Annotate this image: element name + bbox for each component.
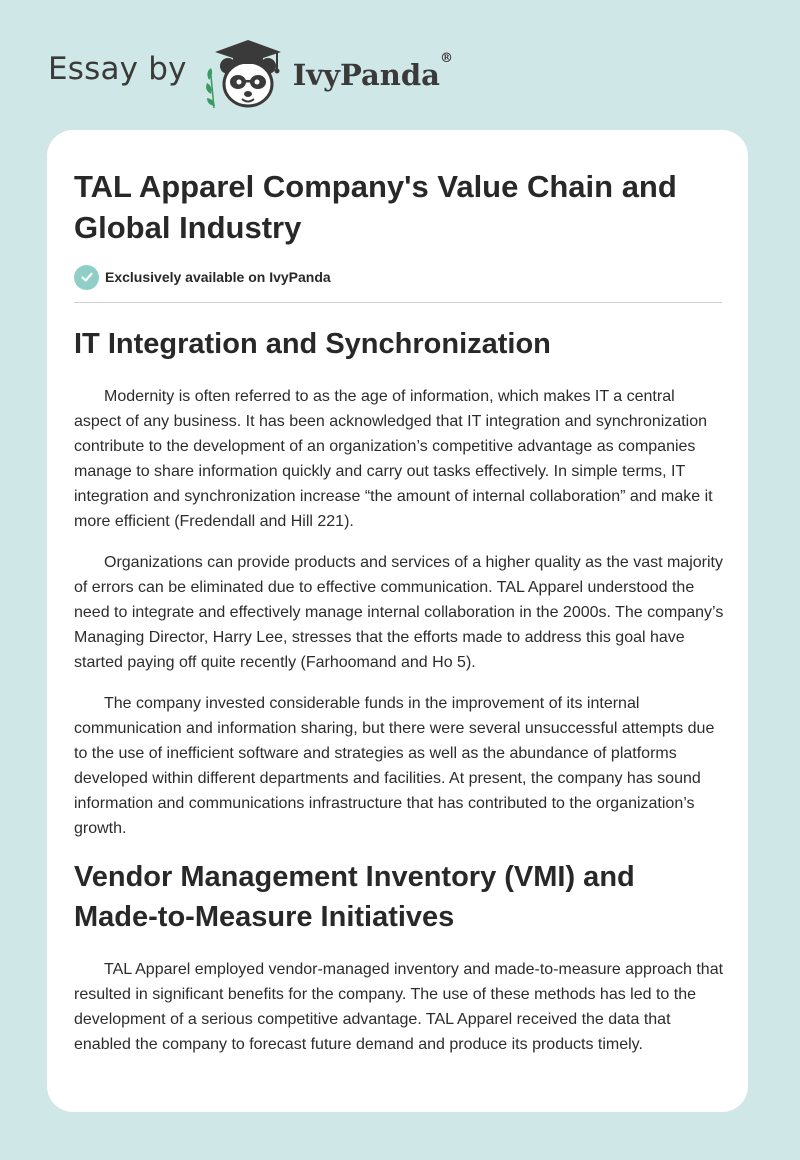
paragraph: Modernity is often referred to as the age of information, which makes IT a central aspect of any business. It has been acknowledged that IT integration and synchronization contribute to the development of an organization’s competitive advantage as companies manage to share information quickly and carry out tasks effectively. In simple terms, IT integration and synchronization increase “the amount of internal collaboration” and make it more efficient (Fredendall and Hill 221). [74, 388, 713, 530]
badge-label: Exclusively available on IvyPanda [105, 269, 331, 285]
paragraph: TAL Apparel employed vendor-managed inventory and made-to-measure approach that resulted in significant benefits for the company. The use of these methods has led to the development of a serious competitive advantage. TAL Apparel received the data that enabled the company to forecast future demand and produce its products timely. [74, 961, 724, 1053]
brand-prefix: Essay by [48, 51, 187, 87]
paragraph: Organizations can provide products and services of a higher quality as the vast majority of errors can be eliminated due to effective communication. TAL Apparel understood the need to integrate and effectively manage internal collaboration in the 2000s. The company’s Managing Director, Harry Lee, stresses that the efforts made to address this goal have started paying off quite recently (Farhoomand and Ho 5). [74, 554, 724, 671]
section-vmi [74, 857, 724, 1057]
brand-name-text: IvyPanda [292, 58, 440, 92]
site-header [48, 36, 488, 110]
check-circle-icon [74, 265, 99, 290]
panda-logo-icon[interactable] [201, 36, 289, 110]
section-heading: IT Integration and Synchronization [74, 328, 551, 360]
divider [74, 302, 722, 303]
section-it-integration [74, 324, 724, 841]
brand-name[interactable] [292, 51, 453, 92]
section-heading: Vendor Management Inventory (VMI) and Made-to-Measure Initiatives [74, 861, 635, 933]
page-title: TAL Apparel Company's Value Chain and Global Industry [74, 169, 677, 245]
paragraph: The company invested considerable funds in the improvement of its internal communication and information sharing, but there were several unsuccessful attempts due to the use of inefficient software and strategies as well as the abundance of platforms developed within different departments and facilities. At present, the company has sound information and communications infrastructure that has contributed to the organization’s growth. [74, 695, 715, 837]
registered-mark: ® [439, 51, 453, 67]
essay-card [47, 130, 748, 1112]
essay-content [74, 324, 724, 1073]
exclusive-badge [74, 264, 331, 290]
